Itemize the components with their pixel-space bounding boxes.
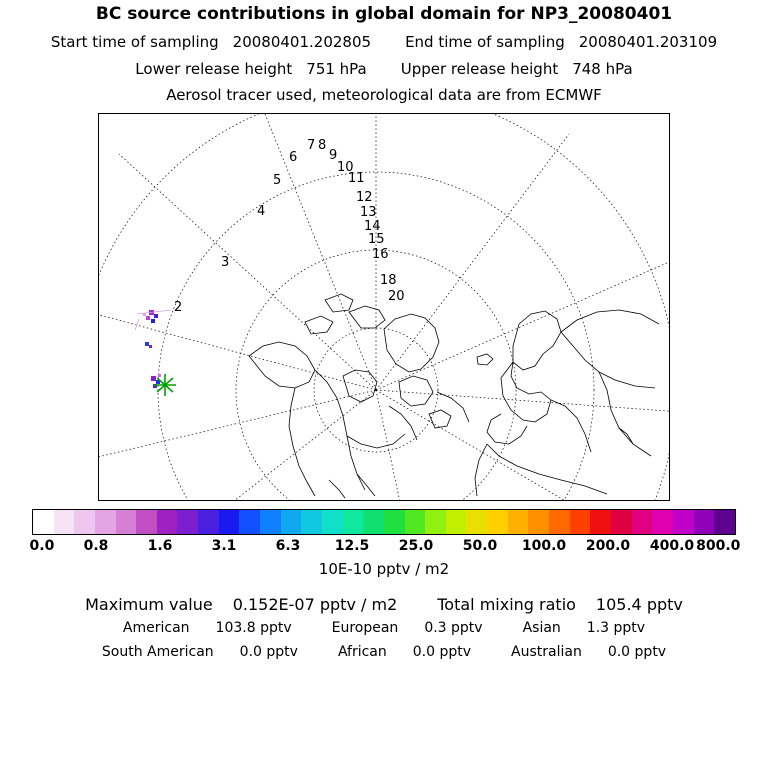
map-label: 15 [368,232,385,247]
colorbar-swatch [260,510,281,534]
page-title: BC source contributions in global domain for NP3_20080401 [95,4,673,24]
release-site-marker [154,374,176,396]
release-height-row [0,60,768,78]
colorbar-swatch [116,510,137,534]
colorbar-swatch [54,510,75,534]
colorbar-tick-label: 800.0 [696,538,741,554]
region-name: American [122,620,190,636]
colorbar-swatch [95,510,116,534]
colorbar-swatch [694,510,715,534]
map-label: 9 [329,148,338,163]
colorbar-tick-label: 100.0 [521,538,567,554]
region-name: South American [101,644,214,660]
colorbar-swatch [136,510,157,534]
colorbar-swatch [157,510,178,534]
upper-release-value: 748 hPa [572,60,633,78]
region-value: 103.8 pptv [215,620,292,636]
colorbar-swatch [425,510,446,534]
colorbar-swatch [590,510,611,534]
map-svg [99,114,669,500]
region-value: 0.0 pptv [239,644,298,660]
colorbar-ticks [0,538,768,554]
tracer-note: Aerosol tracer used, meteorological data are from ECMWF [166,86,602,104]
colorbar-tick-label: 0.0 [29,538,55,554]
lower-release-label: Lower release height [135,60,293,78]
lower-release-value: 751 hPa [306,60,367,78]
colorbar-unit-label: 10E-10 pptv / m2 [318,560,450,578]
colorbar-tick-label: 0.8 [83,538,109,554]
map-label: 12 [356,190,373,205]
coastlines [249,294,659,498]
colorbar [32,509,736,535]
upper-release-label: Upper release height [400,60,559,78]
colorbar-swatch [570,510,591,534]
map-label: 7 [307,138,316,153]
colorbar-swatch [632,510,653,534]
total-mixing-label: Total mixing ratio [437,595,576,614]
summary-row [0,595,768,614]
colorbar-tick-label: 12.5 [334,538,370,554]
colorbar-swatch [363,510,384,534]
region-value: 0.0 pptv [412,644,472,660]
colorbar-swatch [384,510,405,534]
colorbar-tick-label: 50.0 [462,538,498,554]
max-value-label: Maximum value [85,595,213,614]
region-row-2 [0,644,768,660]
map-label: 14 [364,219,381,234]
colorbar-swatch [219,510,240,534]
colorbar-swatch [198,510,219,534]
colorbar-swatch [652,510,673,534]
sampling-times-row [0,33,768,51]
total-mixing-value: 105.4 pptv [595,595,683,614]
region-value: 0.3 pptv [424,620,483,636]
colorbar-swatch [446,510,467,534]
map-label: 18 [380,273,397,288]
colorbar-swatch [177,510,198,534]
map-label: 10 [337,160,354,175]
colorbar-swatch [673,510,694,534]
colorbar-swatch [301,510,322,534]
colorbar-tick-label: 400.0 [649,538,695,554]
colorbar-swatch [487,510,508,534]
map-label: 4 [257,204,266,219]
region-name: European [331,620,399,636]
map-label: 3 [221,255,230,270]
colorbar-swatch [714,510,735,534]
colorbar-swatch [405,510,426,534]
colorbar-swatch [611,510,632,534]
colorbar-tick-label: 1.6 [147,538,173,554]
colorbar-tick-label: 25.0 [398,538,434,554]
colorbar-swatch [281,510,302,534]
colorbar-swatch [508,510,529,534]
colorbar-swatch [528,510,549,534]
map-label: 6 [289,150,298,165]
start-time-value: 20080401.202805 [232,33,372,51]
colorbar-swatch [74,510,95,534]
map-panel [98,113,670,501]
colorbar-swatch [343,510,364,534]
parallels [99,114,669,500]
colorbar-swatch [466,510,487,534]
map-label: 20 [388,289,405,304]
map-label: 2 [174,300,183,315]
map-label: 11 [348,171,365,186]
map-label: 8 [318,138,327,153]
colorbar-tick-label: 200.0 [585,538,631,554]
region-name: Australian [511,644,582,660]
region-value: 1.3 pptv [586,620,646,636]
region-name: Asian [522,620,561,636]
max-value: 0.152E-07 pptv / m2 [232,595,398,614]
region-value: 0.0 pptv [607,644,667,660]
region-row-1 [0,620,768,636]
map-label: 16 [372,247,389,262]
colorbar-tick-label: 6.3 [275,538,301,554]
end-time-value: 20080401.203109 [578,33,718,51]
colorbar-swatch [322,510,343,534]
start-time-label: Start time of sampling [50,33,219,51]
meridians [99,114,669,500]
end-time-label: End time of sampling [405,33,565,51]
colorbar-swatch [239,510,260,534]
map-label: 5 [273,173,282,188]
map-label: 13 [360,205,377,220]
colorbar-tick-label: 3.1 [211,538,237,554]
colorbar-swatch [33,510,54,534]
region-name: African [337,644,387,660]
colorbar-swatch [549,510,570,534]
